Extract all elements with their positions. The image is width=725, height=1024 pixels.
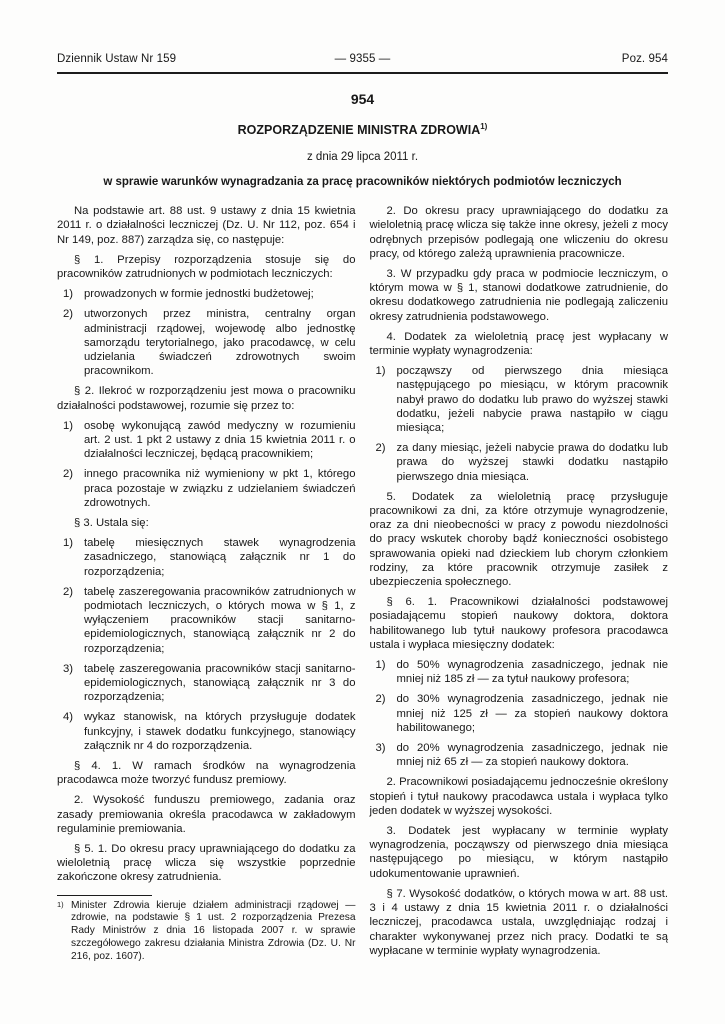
list-item <box>57 710 356 753</box>
footnote <box>57 895 356 964</box>
list-item-text: osobę wykonującą zawód medyczny w rozumieniu art. 2 ust. 1 pkt 2 ustawy z dnia 15 kwietnia 2011 r. o działalności leczniczej, będącą pracownikiem; <box>84 419 356 461</box>
list-item <box>57 307 356 378</box>
list-marker: 1) <box>63 288 74 301</box>
list-item-text: począwszy od pierwszego dnia miesiąca następującego po miesiącu, w którym pracownik nabył prawo do dodatku lub prawo do wyższej stawki dodatku, jeżeli nabycie prawa nastąpiło w ciągu miesiąca; <box>396 365 668 434</box>
body-columns <box>57 204 668 964</box>
paragraph: 2. Pracownikowi posiadającemu jednocześnie określony stopień i tytuł naukowy pracodawca ustala i wypłaca tylko jeden dodatek w wyższej wysokości. <box>369 776 668 817</box>
paragraph: § 4. 1. W ramach środków na wynagrodzenia pracodawca może tworzyć fundusz premiowy. <box>57 760 356 787</box>
page-header <box>57 53 668 65</box>
list-marker: 1) <box>375 659 386 672</box>
paragraph: 3. W przypadku gdy praca w podmiocie leczniczym, o którym mowa w § 1, stanowi dodatkowe zatrudnienie, do okresu dodatkowego zatrudnienia nie podlegają zaliczeniu okresy zatrudnienia podstawowego. <box>369 267 668 323</box>
list-item <box>57 662 356 705</box>
paragraph: § 1. Przepisy rozporządzenia stosuje się do pracowników zatrudnionych w podmiotach leczniczych: <box>57 253 356 280</box>
list-marker: 2) <box>375 442 386 455</box>
list-marker: 1) <box>63 419 74 432</box>
list-item-text: do 20% wynagrodzenia zasadniczego, jednak nie mniej niż 65 zł — za stopień naukowy doktora. <box>396 742 668 769</box>
list-item-text: tabelę miesięcznych stawek wynagrodzenia zasadniczego, stanowiącą załącznik nr 1 do rozporządzenia; <box>84 537 356 578</box>
position-number: Poz. 954 <box>621 53 668 65</box>
footnote-marker: 1) <box>57 899 64 909</box>
list-marker: 3) <box>375 742 386 755</box>
list-marker: 2) <box>63 308 74 321</box>
list-item-text: wykaz stanowisk, na których przysługuje dodatek funkcyjny, i stawek dodatku funkcyjnego, stanowiący załącznik nr 4 do rozporządzenia. <box>84 711 356 752</box>
list-item <box>57 536 356 579</box>
paragraph: § 7. Wysokość dodatków, o których mowa w art. 88 ust. 3 i 4 ustawy z dnia 15 kwietnia 2011 r. o działalności leczniczej, pracodawca ustala, uwzględniając rodzaj i charakter wykonywanej przez nich pracy. Dodatki te są wypłacane w terminie wypłaty wynagrodzenia. <box>369 887 668 957</box>
list-item <box>57 467 356 510</box>
act-title <box>57 122 668 137</box>
list-item <box>57 419 356 462</box>
paragraph: § 2. Ilekroć w rozporządzeniu jest mowa o pracowniku działalności podstawowej, rozumie się przez to: <box>57 385 356 412</box>
footnote-body <box>57 900 356 964</box>
header-rule <box>57 72 668 74</box>
list-marker: 2) <box>63 468 74 481</box>
list-item-text: tabelę zaszeregowania pracowników stacji sanitarno-epidemiologicznych, stanowiącą załącznik nr 3 do rozporządzenia; <box>84 662 356 704</box>
page-number: — 9355 — <box>334 53 391 65</box>
act-title-text: ROZPORZĄDZENIE MINISTRA ZDROWIA <box>237 123 481 138</box>
list-item-text: do 50% wynagrodzenia zasadniczego, jednak nie mniej niż 185 zł — za tytuł naukowy profesora; <box>396 659 668 686</box>
paragraph: 3. Dodatek jest wypłacany w terminie wypłaty wynagrodzenia, począwszy od pierwszego dnia miesiąca następującego po miesiącu, w którym nastąpiło udokumentowanie uprawnień. <box>369 825 668 880</box>
list-marker: 2) <box>63 585 74 598</box>
footnote-rule <box>57 895 152 896</box>
paragraph: 4. Dodatek za wieloletnią pracę jest wypłacany w terminie wypłaty wynagrodzenia: <box>369 330 668 357</box>
paragraph: 2. Wysokość funduszu premiowego, zadania oraz zasady premiowania określa pracodawca w zakładowym regulaminie premiowania. <box>57 794 356 835</box>
right-column <box>370 204 669 964</box>
list-item-text: do 30% wynagrodzenia zasadniczego, jednak nie mniej niż 125 zł — za stopień naukowy doktora habilitowanego; <box>396 693 668 734</box>
list-marker: 1) <box>375 365 386 378</box>
list-item-text: za dany miesiąc, jeżeli nabycie prawa do dodatku lub prawa do wyższej stawki dodatku nastąpiło pierwszego dnia miesiąca. <box>396 442 668 483</box>
paragraph: § 5. 1. Do okresu pracy uprawniającego do dodatku za wieloletnią pracę wlicza się wszystkie poprzednie zakończone okresy zatrudnienia. <box>57 843 356 884</box>
act-date: z dnia 29 lipca 2011 r. <box>306 151 419 164</box>
paragraph: 5. Dodatek za wieloletnią pracę przysługuje pracownikowi za dni, za które otrzymuje wynagrodzenie, oraz za dni nieobecności w pracy z powodu niezdolności do pracy wskutek choroby bądź konieczności osobistego sprawowania opieki nad dzieckiem lub chorym członkiem rodziny, za które pracownik otrzymuje zasiłek z ubezpieczenia społecznego. <box>369 490 668 589</box>
act-footnote-reference: 1) <box>480 122 488 131</box>
list-item <box>57 287 356 301</box>
list-item <box>370 692 669 735</box>
paragraph: 2. Do okresu pracy uprawniającego do dodatku za wieloletnią pracę wlicza się także inne okresy, jeżeli z mocy odrębnych przepisów podlegają one wliczeniu do okresu pracy, od którego zależą uprawnienia pracownicze. <box>369 205 668 260</box>
act-number: 954 <box>350 91 375 107</box>
list-item-text: prowadzonych w formie jednostki budżetowej; <box>84 288 314 301</box>
list-item <box>370 741 669 769</box>
act-subject: w sprawie warunków wynagradzania za pracę pracowników niektórych podmiotów leczniczych <box>103 176 622 189</box>
list-marker: 3) <box>63 662 74 675</box>
footnote-text: Minister Zdrowia kieruje działem administracji rządowej — zdrowie, na podstawie § 1 ust. 2 rozporządzenia Prezesa Rady Ministrów z dnia 16 listopada 2007 r. w sprawie szczegółowego zakresu działania Ministra Zdrowia (Dz. U. Nr 216, poz. 1607). <box>71 899 356 962</box>
list-item <box>370 441 669 484</box>
paragraph: § 6. 1. Pracownikowi działalności podstawowej posiadającemu stopień naukowy doktora, doktora habilitowanego lub tytuł naukowy profesora pracodawca ustala i wypłaca miesięczny dodatek: <box>369 596 668 651</box>
list-item <box>370 364 669 435</box>
list-marker: 4) <box>63 711 74 724</box>
list-marker: 1) <box>63 537 74 550</box>
list-item-text: innego pracownika niż wymieniony w pkt 1, którego praca pozostaje w związku z udzielaniem świadczeń zdrowotnych. <box>84 468 356 509</box>
list-item <box>57 585 356 656</box>
paragraph: § 3. Ustala się: <box>74 517 149 530</box>
list-item-text: tabelę zaszeregowania pracowników zatrudnionych w podmiotach leczniczych, o których mowa w § 1, z wyłączeniem pracowników stacji sanitarno-epidemiologicznych, stanowiącą załącznik nr 2 do rozporządzenia; <box>84 585 356 655</box>
left-column <box>57 204 356 964</box>
paragraph: Na podstawie art. 88 ust. 9 ustawy z dnia 15 kwietnia 2011 r. o działalności leczniczej (Dz. U. Nr 112, poz. 654 i Nr 149, poz. 887) zarządza się, co następuje: <box>57 205 356 246</box>
journal-title: Dziennik Ustaw Nr 159 <box>57 53 177 65</box>
list-marker: 2) <box>375 693 386 706</box>
list-item-text: utworzonych przez ministra, centralny organ administracji rządowej, wojewodę albo jednostkę samorządu terytorialnego, jako pracodawcę, w celu udzielania świadczeń zdrowotnych swoim pracownikom. <box>84 308 356 378</box>
list-item <box>370 658 669 686</box>
